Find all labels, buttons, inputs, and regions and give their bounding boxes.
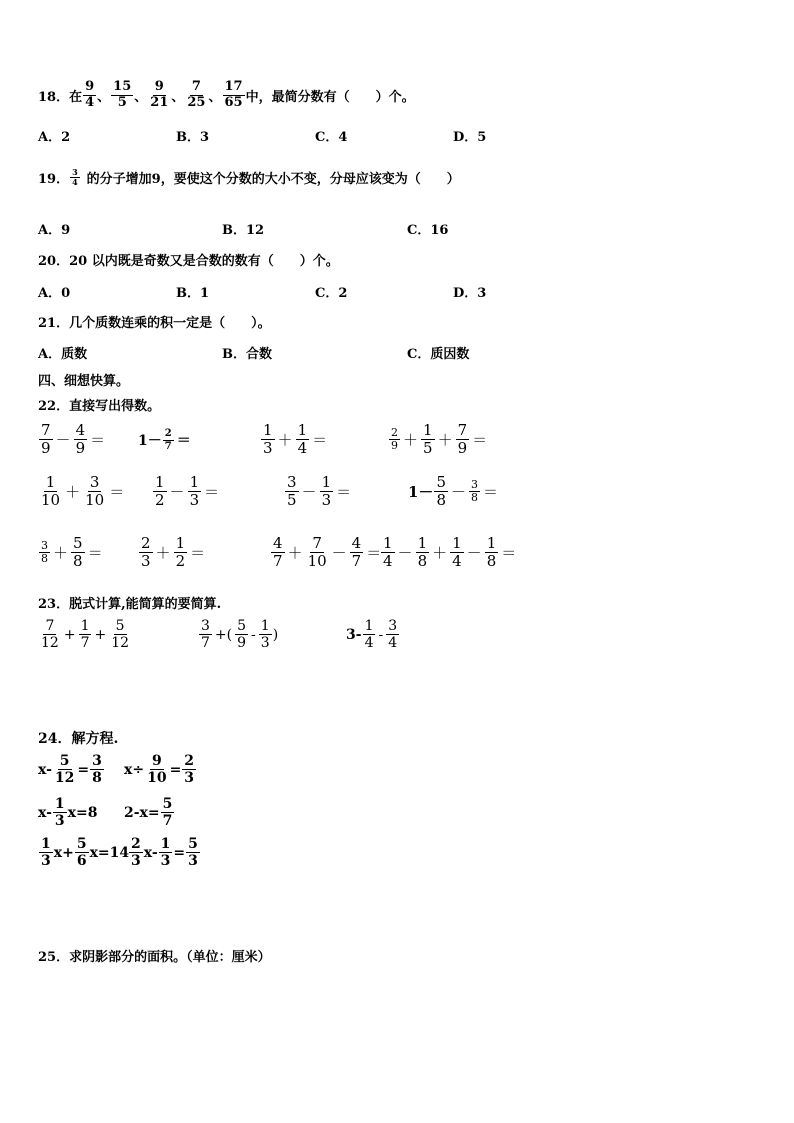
option-c[interactable]: C．4: [315, 130, 348, 145]
expression: $\frac{3}{7}$ +( $\frac{5}{9}$ - $\frac{1}{3}$ ): [201, 618, 279, 652]
question-number: 20．: [38, 254, 70, 269]
question-text: 在: [69, 89, 83, 105]
question-25: [38, 946, 271, 965]
option-b[interactable]: B．1: [176, 286, 210, 301]
question-24: [38, 728, 118, 748]
question-text: 求阴影部分的面积。（单位：厘米）: [69, 950, 271, 965]
expression: $\frac{1}{2}$ － $\frac{1}{3}$ ＝: [155, 473, 220, 510]
separator: 、: [134, 89, 148, 105]
separator: 、: [208, 89, 222, 105]
option-a[interactable]: A．2: [38, 130, 71, 145]
expression: $\frac{3}{8}$ ＋ $\frac{5}{8}$ ＝: [41, 534, 103, 571]
expression: $\frac{1}{10}$ ＋ $\frac{3}{10}$ ＝: [41, 473, 125, 510]
equation: $\frac{1}{3}$ x+ $\frac{5}{6}$ x=14: [41, 836, 130, 870]
expression: $\frac{4}{7}$ ＋ $\frac{7}{10}$ － $\frac{4}{7}$ ＝: [273, 534, 382, 571]
fraction: $\frac{15}{5}$: [113, 79, 132, 110]
fraction: $\frac{3}{4}$: [72, 167, 78, 188]
question-text: 几个质数连乘的积一定是（ ）。: [69, 316, 271, 331]
expression: 3- $\frac{1}{4}$ - $\frac{3}{4}$: [346, 618, 398, 652]
fraction: $\frac{17}{65}$: [224, 79, 243, 110]
question-21: [38, 312, 271, 331]
question-number: 23．: [38, 597, 70, 612]
question-number: 24．: [38, 731, 72, 747]
expression: $\frac{7}{12}$ + $\frac{1}{7}$ + $\frac{5}{12}$: [41, 618, 130, 652]
equation: x- $\frac{1}{3}$ x=8: [38, 796, 98, 830]
separator: 、: [171, 89, 185, 105]
option-d[interactable]: D．3: [453, 286, 487, 301]
expression: $\frac{2}{9}$ ＋ $\frac{1}{5}$ ＋ $\frac{7}{9}$ ＝: [391, 421, 488, 458]
option-b[interactable]: B．12: [222, 223, 265, 238]
expression: $\frac{1}{4}$ － $\frac{1}{8}$ ＋ $\frac{1}{4}$ － $\frac{1}{8}$ ＝: [383, 534, 517, 571]
option-a[interactable]: A．质数: [38, 347, 88, 362]
option-a[interactable]: A．9: [38, 223, 71, 238]
question-19: [38, 168, 460, 187]
question-number: 18．: [38, 89, 70, 105]
question-text: 脱式计算,能简算的要简算.: [69, 597, 222, 612]
question-text: 20 以内既是奇数又是合数的数有（ ）个。: [69, 254, 339, 269]
option-c[interactable]: C．质因数: [407, 347, 470, 362]
question-text: 的分子增加9，要使这个分数的大小不变，分母应该变为（ ）: [86, 172, 460, 188]
question-number: 19．: [38, 172, 70, 188]
equation: x- $\frac{5}{12}$ = $\frac{3}{8}$: [38, 753, 102, 787]
fraction: $\frac{9}{21}$: [150, 79, 169, 110]
equation: x÷ $\frac{9}{10}$ = $\frac{2}{3}$: [124, 753, 195, 787]
expression: $\frac{2}{3}$ ＋ $\frac{1}{2}$ ＝: [141, 534, 206, 571]
equation: 2-x= $\frac{5}{7}$: [124, 796, 173, 830]
expression: $\frac{7}{9}$ － $\frac{4}{9}$ ＝: [41, 421, 106, 458]
option-d[interactable]: D．5: [453, 130, 487, 145]
equation: $\frac{2}{3}$ x- $\frac{1}{3}$ = $\frac{5}{3}$: [131, 836, 198, 870]
question-number: 25．: [38, 950, 70, 965]
question-number: 22．: [38, 399, 70, 414]
question-18: [38, 80, 415, 111]
expression: 1－ $\frac{5}{8}$ － $\frac{3}{8}$ ＝: [408, 473, 499, 510]
question-text: 直接写出得数。: [69, 399, 161, 414]
question-20: [38, 250, 339, 269]
expression: 1－ $\frac{2}{7}$ ＝: [138, 428, 191, 452]
question-text: 解方程.: [71, 731, 119, 747]
question-text: 中，最简分数有（ ）个。: [245, 89, 415, 105]
option-a[interactable]: A．0: [38, 286, 71, 301]
option-c[interactable]: C．2: [315, 286, 348, 301]
option-c[interactable]: C．16: [407, 223, 449, 238]
option-b[interactable]: B．3: [176, 130, 210, 145]
fraction: $\frac{7}{25}$: [187, 79, 206, 110]
question-number: 21．: [38, 316, 70, 331]
section-heading: 四、细想快算。: [38, 374, 130, 389]
question-23: [38, 593, 221, 612]
option-b[interactable]: B．合数: [222, 347, 272, 362]
fraction: $\frac{9}{4}$: [85, 79, 95, 110]
question-22: [38, 395, 160, 414]
expression: $\frac{1}{3}$ ＋ $\frac{1}{4}$ ＝: [263, 421, 328, 458]
expression: $\frac{3}{5}$ － $\frac{1}{3}$ ＝: [287, 473, 352, 510]
separator: 、: [97, 89, 111, 105]
